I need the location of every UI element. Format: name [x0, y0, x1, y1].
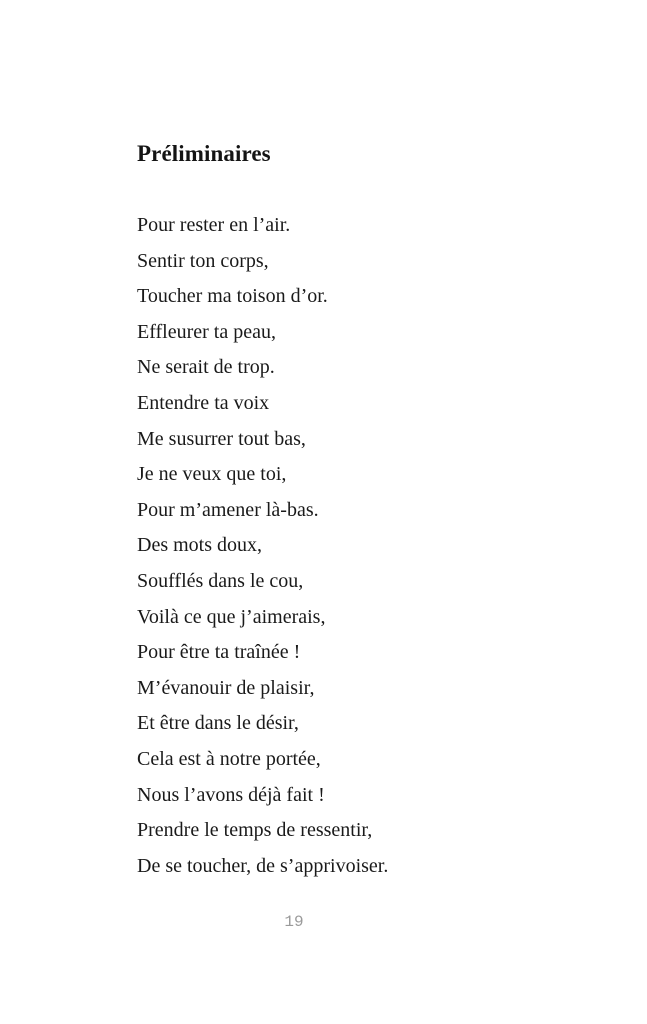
verse-line: Effleurer ta peau, [137, 320, 276, 343]
verse-line: Des mots doux, [137, 534, 262, 557]
verse-line: Toucher ma toison d’or. [137, 285, 328, 308]
verse-line: Pour rester en l’air. [137, 214, 291, 236]
verse-line: Entendre ta voix [137, 391, 270, 414]
verse-line: Me susurrer tout bas, [137, 427, 306, 450]
verse-line: Pour m’amener là-bas. [137, 498, 319, 521]
verse-line: Pour être ta traînée ! [137, 641, 301, 664]
verse-line: Sentir ton corps, [137, 249, 269, 272]
verse-line: Et être dans le désir, [137, 712, 299, 735]
page-number: 19 [284, 913, 304, 931]
verse-line: M’évanouir de plaisir, [137, 676, 315, 699]
poem-title: Préliminaires [137, 141, 271, 166]
verse-line: Nous l’avons déjà fait ! [137, 783, 325, 806]
verse-line: De se toucher, de s’apprivoiser. [137, 854, 389, 877]
poem-body [137, 208, 388, 884]
verse-line: Cela est à notre portée, [137, 747, 321, 770]
verse-line: Ne serait de trop. [137, 356, 275, 379]
verse-line: Voilà ce que j’aimerais, [137, 605, 326, 628]
verse-line: Soufflés dans le cou, [137, 569, 304, 592]
verse-line: Prendre le temps de ressentir, [137, 819, 373, 842]
verse-line: Je ne veux que toi, [137, 463, 287, 486]
